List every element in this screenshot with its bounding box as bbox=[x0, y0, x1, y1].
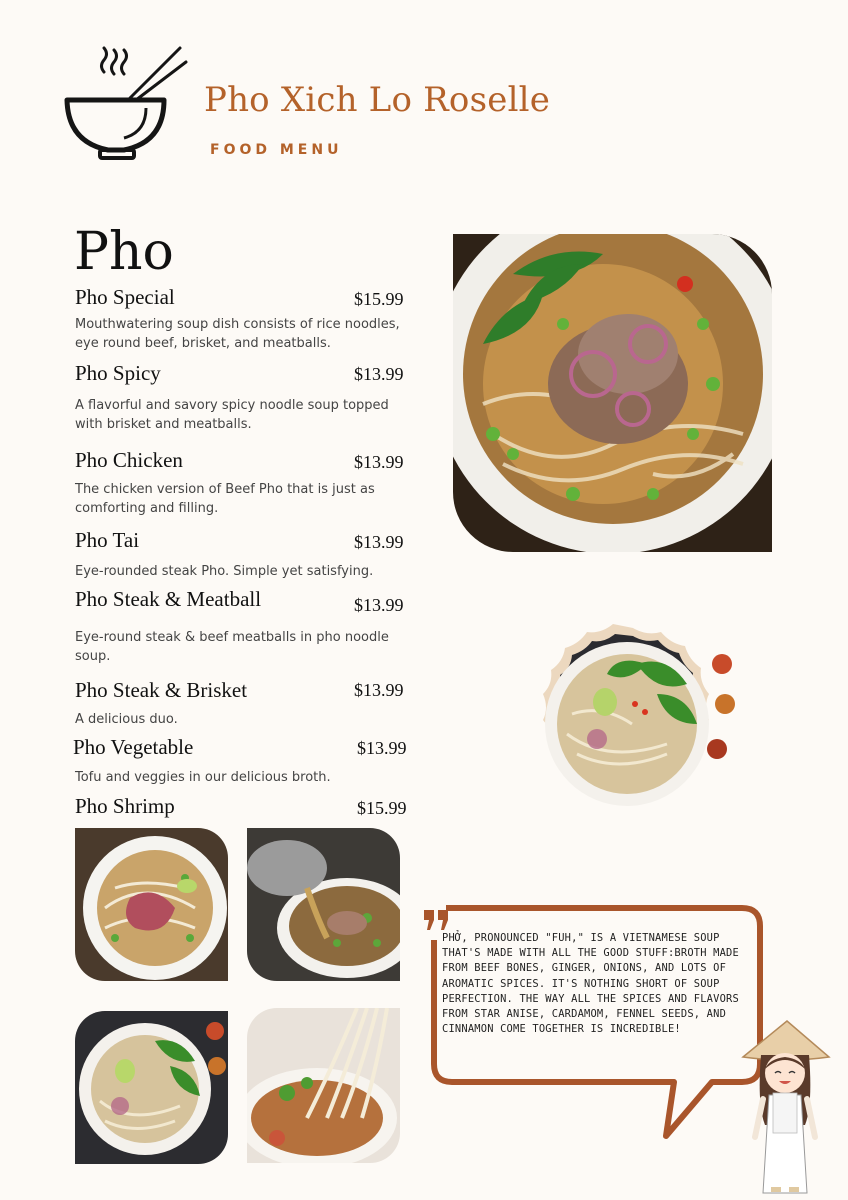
quote-text: PHỞ, PRONOUNCED "FUH," IS A VIETNAMESE SOUP THAT'S MADE WITH ALL THE GOOD STUFF:BROTH MADE FROM BEEF BONES, GINGER, ONIONS, AND LOTS OF AROMATIC SPICES. IT'S NOTHING SHORT OF SOUP PERFECTION. THE WAY ALL THE SPICES AND FLAVORS FROM STAR ANISE, CARDAMOM, FENNEL SEEDS, AND CINNAMON COME TOGETHER IS INCREDIBLE! bbox=[442, 932, 739, 1036]
menu-item-description: Eye-round steak & beef meatballs in pho noodle soup. bbox=[75, 630, 389, 664]
menu-item-name: Pho Steak & Meatball bbox=[75, 587, 262, 611]
menu-item-name: Pho Steak & Brisket bbox=[75, 678, 248, 702]
pho-tai-photo bbox=[75, 828, 228, 981]
menu-item-name: Pho Chicken bbox=[75, 448, 183, 472]
tagline: FOOD MENU bbox=[210, 142, 343, 158]
menu-item-name: Pho Special bbox=[75, 285, 175, 309]
menu-item-description: A delicious duo. bbox=[75, 712, 178, 727]
menu-item-description: Mouthwatering soup dish consists of rice noodles, eye round beef, brisket, and meatballs. bbox=[75, 317, 400, 351]
menu-item-name: Pho Spicy bbox=[75, 361, 161, 385]
menu-item-name: Pho Tai bbox=[75, 528, 140, 552]
pho-bowl-top-view-photo bbox=[527, 624, 739, 828]
menu-item-price: $15.99 bbox=[357, 798, 407, 818]
cartoon-girl-illustration bbox=[735, 1015, 835, 1195]
menu-item-description: The chicken version of Beef Pho that is just as comforting and filling. bbox=[75, 482, 375, 516]
brand-name: Pho Xich Lo Roselle bbox=[204, 80, 551, 120]
menu-item-price: $15.99 bbox=[354, 289, 404, 309]
menu-item-name: Pho Vegetable bbox=[73, 735, 194, 759]
menu-item-price: $13.99 bbox=[354, 364, 404, 384]
menu-item-name: Pho Shrimp bbox=[75, 794, 175, 818]
menu-item-price: $13.99 bbox=[354, 595, 404, 615]
broth-pour-photo bbox=[247, 828, 400, 981]
pho-garnish-photo bbox=[75, 1011, 228, 1164]
pho-bowl-photo bbox=[453, 234, 772, 552]
section-title: Pho bbox=[74, 222, 174, 282]
menu-item-description: A flavorful and savory spicy noodle soup topped with brisket and meatballs. bbox=[75, 398, 389, 432]
menu-item-description: Eye-rounded steak Pho. Simple yet satisfying. bbox=[75, 564, 374, 579]
noodle-bowl-logo-icon bbox=[62, 44, 192, 164]
menu-item-price: $13.99 bbox=[354, 452, 404, 472]
menu-item-price: $13.99 bbox=[354, 680, 404, 700]
noodle-lift-photo bbox=[247, 1008, 400, 1163]
menu-item-price: $13.99 bbox=[357, 738, 407, 758]
menu-item-description: Tofu and veggies in our delicious broth. bbox=[75, 770, 331, 785]
menu-item-price: $13.99 bbox=[354, 532, 404, 552]
